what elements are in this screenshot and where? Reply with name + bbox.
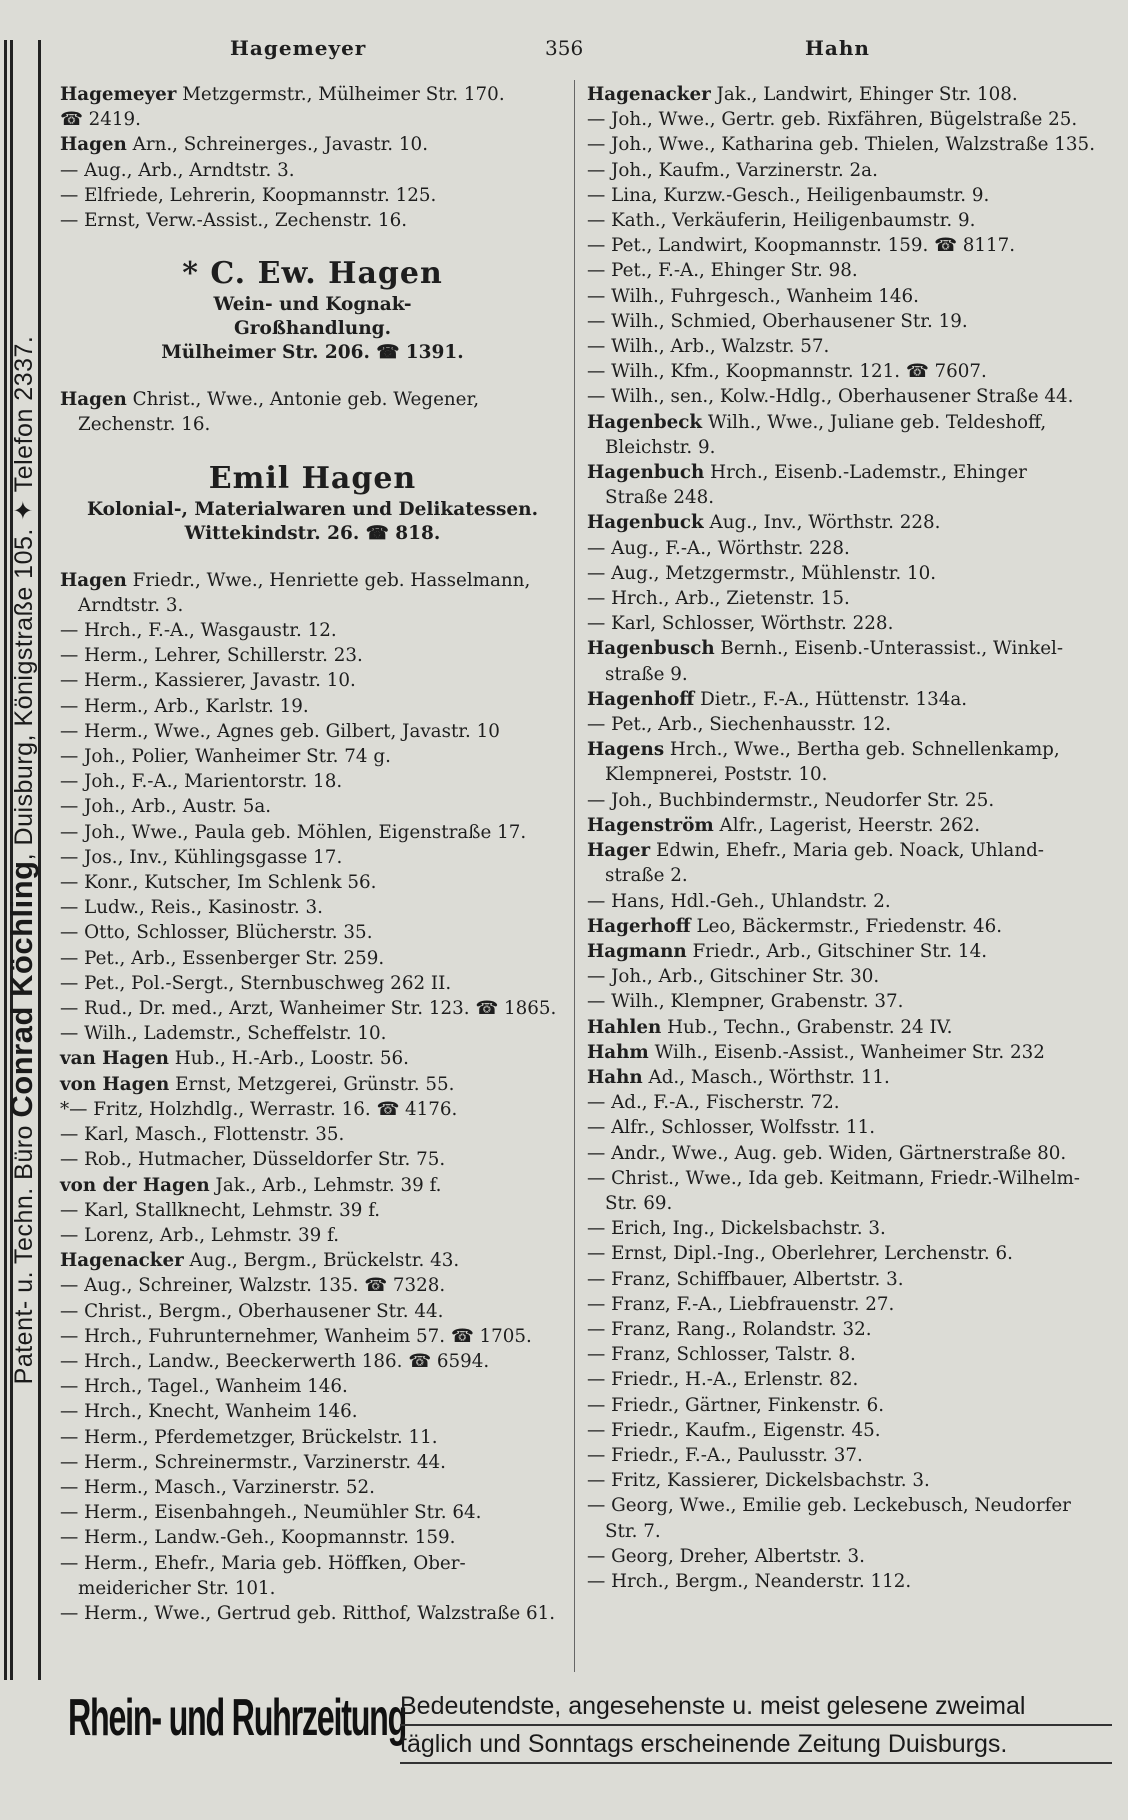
entry-surname: Hagenacker — [60, 1250, 184, 1272]
side-ad-prefix: Patent- u. Techn. Büro — [10, 1117, 38, 1385]
entry-surname: Hagen — [60, 389, 127, 411]
entry-details: — Friedr., F.-A., Paulusstr. 37. — [587, 1444, 863, 1466]
entry-details: *— Fritz, Holzhdlg., Werrastr. 16. ☎ 4176. — [60, 1098, 458, 1120]
directory-entry — [60, 769, 565, 794]
ad-emil-hagen — [60, 460, 565, 546]
entry-details: — Herm., Eisenbahngeh., Neumühler Str. 64. — [60, 1502, 482, 1524]
directory-entry — [60, 794, 565, 819]
directory-entry — [587, 1367, 1095, 1392]
directory-entry — [60, 1601, 565, 1626]
entry-details: — Joh., Arb., Austr. 5a. — [60, 796, 272, 818]
directory-entry — [60, 158, 565, 183]
entry-details: Dietr., F.-A., Hüttenstr. 134a. — [694, 688, 968, 710]
entry-details: — Andr., Wwe., Aug. geb. Widen, Gärtnerstraße 80. — [587, 1142, 1067, 1164]
directory-entry — [587, 1569, 1095, 1594]
directory-entry — [587, 284, 1095, 309]
entry-details: — Herm., Ehefr., Maria geb. Höffken, Obermeidericher Str. 101. — [60, 1552, 466, 1599]
entry-details: — Aug., Arb., Arndtstr. 3. — [60, 159, 295, 181]
entry-details: — Herm., Schreinermstr., Varzinerstr. 44. — [60, 1451, 446, 1473]
footer-slogan-line: Bedeutendste, angesehenste u. meist gelesene zweimal — [400, 1688, 1112, 1726]
directory-entry — [60, 183, 565, 208]
entry-details: Jak., Landwirt, Ehinger Str. 108. — [710, 84, 1018, 105]
entry-details: — Georg, Dreher, Albertstr. 3. — [587, 1545, 865, 1567]
entry-details: Ad., Masch., Wörthstr. 11. — [642, 1066, 890, 1088]
directory-entry — [587, 1090, 1095, 1115]
directory-entry — [60, 870, 565, 895]
entry-details: — Elfriede, Lehrerin, Koopmannstr. 125. — [60, 184, 437, 206]
directory-entry — [60, 895, 565, 920]
directory-entry — [587, 1443, 1095, 1468]
entry-details: — Franz, Schlosser, Talstr. 8. — [587, 1344, 856, 1366]
entry-details: — Kath., Verkäuferin, Heiligenbaumstr. 9. — [587, 210, 976, 232]
directory-entry — [587, 636, 1095, 686]
directory-entry — [60, 1072, 565, 1097]
entry-details: — Friedr., H.-A., Erlenstr. 82. — [587, 1369, 859, 1391]
entry-surname: Hahm — [587, 1041, 649, 1063]
directory-entry — [60, 1551, 565, 1601]
directory-entry — [587, 1241, 1095, 1266]
directory-entry — [587, 132, 1095, 157]
entry-details: — Christ., Bergm., Oberhausener Str. 44. — [60, 1300, 444, 1322]
entry-details: — Hrch., Knecht, Wanheim 146. — [60, 1401, 358, 1423]
entry-details: — Georg, Wwe., Emilie geb. Leckebusch, Neudorfer Str. 7. — [587, 1495, 1071, 1542]
entry-details: — Friedr., Kaufm., Eigenstr. 45. — [587, 1419, 881, 1441]
entry-details: — Jos., Inv., Kühlingsgasse 17. — [60, 846, 343, 868]
footer-advertisement — [62, 1688, 1112, 1788]
entry-details: — Erich, Ing., Dickelsbachstr. 3. — [587, 1218, 886, 1240]
entry-surname: Hagenbeck — [587, 411, 703, 433]
entry-details: — Hrch., Fuhrunternehmer, Wanheim 57. ☎ 1705. — [60, 1325, 532, 1347]
ad-hagen-wine-line: Großhandlung. — [233, 318, 392, 340]
ad-hagen-wine-line: Wein- und Kognak- — [213, 294, 412, 316]
entry-details: Hub., H.-Arb., Loostr. 56. — [168, 1048, 409, 1070]
directory-entry — [60, 1198, 565, 1223]
directory-entry — [60, 719, 565, 744]
directory-entry — [60, 845, 565, 870]
entry-details: — Pet., Arb., Siechenhausstr. 12. — [587, 714, 892, 736]
entry-surname: Hagen — [60, 134, 127, 156]
entry-surname: Hagenhoff — [587, 688, 695, 710]
entry-details: — Karl, Stallknecht, Lehmstr. 39 f. — [60, 1199, 381, 1221]
directory-entry — [587, 737, 1095, 787]
directory-entry — [587, 1292, 1095, 1317]
directory-entry — [60, 643, 565, 668]
entry-surname: Hagenbuch — [587, 462, 705, 484]
directory-entry — [587, 309, 1095, 334]
directory-entry — [587, 1393, 1095, 1418]
entry-surname: Hagenacker — [587, 84, 711, 105]
entry-surname: Hagenström — [587, 814, 714, 836]
entry-surname: von Hagen — [60, 1073, 170, 1095]
directory-entry — [587, 964, 1095, 989]
directory-entry — [60, 1425, 565, 1450]
directory-entry — [60, 996, 565, 1021]
entry-details: Aug., Inv., Wörthstr. 228. — [703, 512, 941, 534]
directory-entry — [587, 1040, 1095, 1065]
ad-hagen-wine — [60, 255, 565, 365]
entry-details: Arn., Schreinerges., Javastr. 10. — [126, 134, 429, 156]
entry-details: — Hrch., Landw., Beeckerwerth 186. ☎ 6594. — [60, 1350, 490, 1372]
entry-details: — Joh., Arb., Gitschiner Str. 30. — [587, 966, 880, 988]
entry-surname: Hagmann — [587, 940, 687, 962]
directory-entry — [587, 712, 1095, 737]
directory-entry — [60, 1475, 565, 1500]
directory-entry — [587, 233, 1095, 258]
entry-surname: von der Hagen — [60, 1174, 210, 1196]
directory-entry — [60, 387, 565, 437]
entry-details: ☎ 2419. — [60, 109, 141, 131]
side-ad-text — [4, 336, 40, 1385]
entry-details: — Hrch., F.-A., Wasgaustr. 12. — [60, 620, 337, 642]
directory-entry — [60, 1500, 565, 1525]
directory-entry — [60, 1349, 565, 1374]
directory-entry — [587, 183, 1095, 208]
directory-entry — [587, 1065, 1095, 1090]
directory-entry — [587, 939, 1095, 964]
entry-details: — Hrch., Arb., Zietenstr. 15. — [587, 588, 850, 610]
directory-entry — [60, 1450, 565, 1475]
directory-entry — [587, 460, 1095, 510]
entry-details: — Lorenz, Arb., Lehmstr. 39 f. — [60, 1224, 340, 1246]
entry-details: — Wilh., Klempner, Grabenstr. 37. — [587, 991, 904, 1013]
directory-entry — [60, 920, 565, 945]
directory-entry — [587, 1267, 1095, 1292]
directory-entry — [587, 510, 1095, 535]
entry-details: — Wilh., Schmied, Oberhausener Str. 19. — [587, 310, 968, 332]
entry-surname: Hagen — [60, 569, 127, 591]
entry-details: — Herm., Pferdemetzger, Brückelstr. 11. — [60, 1426, 438, 1448]
entry-details: — Wilh., Kfm., Koopmannstr. 121. ☎ 7607. — [587, 361, 987, 383]
ad-emil-hagen-address: Wittekindstr. 26. ☎ 818. — [184, 522, 441, 544]
directory-entry — [587, 1418, 1095, 1443]
entry-details: — Konr., Kutscher, Im Schlenk 56. — [60, 872, 377, 894]
entry-surname: Hagenbuck — [587, 512, 704, 534]
entry-details: — Herm., Kassierer, Javastr. 10. — [60, 670, 356, 692]
entry-details: — Wilh., Arb., Walzstr. 57. — [587, 336, 830, 358]
entry-details: — Christ., Wwe., Ida geb. Keitmann, Friedr.-Wilhelm-Str. 69. — [587, 1167, 1080, 1214]
header-left-keyword: Hagemeyer — [230, 36, 367, 60]
directory-entry — [587, 1342, 1095, 1367]
entry-details: — Joh., Kaufm., Varzinerstr. 2a. — [587, 159, 878, 181]
entry-details: — Franz, Rang., Rolandstr. 32. — [587, 1318, 872, 1340]
entry-details: — Joh., Wwe., Katharina geb. Thielen, Walzstraße 135. — [587, 134, 1096, 156]
entry-surname: Hager — [587, 840, 651, 862]
entry-details: — Lina, Kurzw.-Gesch., Heiligenbaumstr. 9. — [587, 184, 990, 206]
entry-details: — Herm., Landw.-Geh., Koopmannstr. 159. — [60, 1527, 456, 1549]
directory-entry — [587, 1468, 1095, 1493]
directory-entry — [60, 694, 565, 719]
directory-entry — [60, 1374, 565, 1399]
entry-details: Hrch., Eisenb.-Lademstr., Ehinger Straße 248. — [605, 462, 1027, 509]
directory-entry — [587, 1015, 1095, 1040]
entry-surname: Hahn — [587, 1066, 643, 1088]
directory-entry — [60, 1273, 565, 1298]
directory-entry — [60, 568, 565, 618]
directory-entry — [587, 334, 1095, 359]
entry-details: — Ernst, Dipl.-Ing., Oberlehrer, Lerchenstr. 6. — [587, 1243, 1013, 1265]
directory-entry — [60, 1324, 565, 1349]
directory-entry — [587, 384, 1095, 409]
entry-details: — Ad., F.-A., Fischerstr. 72. — [587, 1092, 840, 1114]
entry-details: — Franz, Schiffbauer, Albertstr. 3. — [587, 1268, 904, 1290]
entry-details: — Joh., Polier, Wanheimer Str. 74 g. — [60, 746, 391, 768]
side-ad-brand: Conrad Köchling — [4, 860, 39, 1118]
entry-details: Edwin, Ehefr., Maria geb. Noack, Uhlandstraße 2. — [605, 840, 1044, 887]
entry-details: — Alfr., Schlosser, Wolfsstr. 11. — [587, 1117, 876, 1139]
directory-entry — [60, 946, 565, 971]
directory-entry — [587, 82, 1095, 107]
entry-details: Friedr., Arb., Gitschiner Str. 14. — [686, 940, 988, 962]
entry-details: — Pet., Pol.-Sergt., Sternbuschweg 262 II. — [60, 972, 452, 994]
directory-entry — [60, 820, 565, 845]
entry-details: — Aug., Metzgermstr., Mühlenstr. 10. — [587, 562, 937, 584]
directory-entry — [60, 744, 565, 769]
directory-entry — [587, 1544, 1095, 1569]
directory-entry — [587, 838, 1095, 888]
directory-entry — [587, 208, 1095, 233]
entry-details: Ernst, Metzgerei, Grünstr. 55. — [169, 1073, 455, 1095]
directory-entry — [60, 1021, 565, 1046]
entry-surname: Hagemeyer — [60, 84, 177, 105]
directory-entry — [587, 611, 1095, 636]
directory-entry — [587, 1141, 1095, 1166]
ad-hagen-wine-address: Mülheimer Str. 206. ☎ 1391. — [161, 342, 464, 364]
right-column — [587, 82, 1095, 1594]
header-right-keyword: Hahn — [805, 36, 870, 60]
directory-entry — [60, 1147, 565, 1172]
entry-surname: Hagerhoff — [587, 915, 691, 937]
directory-entry — [587, 410, 1095, 460]
entry-details: — Fritz, Kassierer, Dickelsbachstr. 3. — [587, 1470, 930, 1492]
directory-entry — [60, 132, 565, 157]
directory-entry — [587, 359, 1095, 384]
directory-entry — [60, 1399, 565, 1424]
entry-details: Bernh., Eisenb.-Unterassist., Winkelstraße 9. — [605, 638, 1064, 685]
entry-details: — Hrch., Tagel., Wanheim 146. — [60, 1376, 348, 1398]
entry-details: Christ., Wwe., Antonie geb. Wegener, Zechenstr. 16. — [78, 389, 480, 436]
entry-details: — Wilh., Lademstr., Scheffelstr. 10. — [60, 1023, 387, 1045]
directory-entry — [60, 1223, 565, 1248]
directory-entry — [60, 971, 565, 996]
entry-details: Hrch., Wwe., Bertha geb. Schnellenkamp, Klempnerei, Poststr. 10. — [605, 739, 1060, 786]
entry-details: — Friedr., Gärtner, Finkenstr. 6. — [587, 1394, 885, 1416]
entry-details: Friedr., Wwe., Henriette geb. Hasselmann, Arndtstr. 3. — [78, 569, 531, 616]
directory-entry — [60, 1248, 565, 1273]
entry-details: — Wilh., Fuhrgesch., Wanheim 146. — [587, 285, 919, 307]
entry-details: — Joh., Wwe., Paula geb. Möhlen, Eigenstraße 17. — [60, 821, 527, 843]
directory-entry — [587, 586, 1095, 611]
directory-entry — [587, 889, 1095, 914]
entry-details: — Herm., Arb., Karlstr. 19. — [60, 695, 309, 717]
footer-newspaper-name: Rhein- und Ruhrzeitung — [68, 1689, 407, 1747]
directory-entry — [587, 107, 1095, 132]
entry-details: Leo, Bäckermstr., Friedenstr. 46. — [690, 915, 1003, 937]
footer-slogan-line: täglich und Sonntags erscheinende Zeitung Duisburgs. — [400, 1726, 1112, 1764]
entry-details: — Rob., Hutmacher, Düsseldorfer Str. 75. — [60, 1149, 446, 1171]
directory-entry — [60, 1173, 565, 1198]
entry-surname: Hagens — [587, 739, 665, 761]
footer-slogan — [400, 1688, 1112, 1764]
entry-details: — Joh., Buchbindermstr., Neudorfer Str. 25. — [587, 789, 995, 811]
entry-surname: Hahlen — [587, 1016, 662, 1038]
directory-entry — [587, 561, 1095, 586]
directory-entry — [587, 258, 1095, 283]
directory-entry — [587, 1317, 1095, 1342]
entry-details: — Joh., Wwe., Gertr. geb. Rixfähren, Bügelstraße 25. — [587, 109, 1078, 131]
entry-details: — Hrch., Bergm., Neanderstr. 112. — [587, 1570, 912, 1592]
entry-details: — Pet., Landwirt, Koopmannstr. 159. ☎ 8117. — [587, 235, 1016, 257]
column-divider — [574, 80, 575, 1672]
directory-entry — [60, 668, 565, 693]
ad-emil-hagen-title: Emil Hagen — [208, 460, 417, 496]
left-column — [60, 82, 565, 1626]
entry-details: Metzgermstr., Mülheimer Str. 170. — [176, 84, 505, 105]
directory-entry — [587, 158, 1095, 183]
entry-details: — Pet., Arb., Essenberger Str. 259. — [60, 947, 385, 969]
entry-details: — Herm., Wwe., Gertrud geb. Ritthof, Walzstraße 61. — [60, 1602, 556, 1624]
entry-details: — Aug., Schreiner, Walzstr. 135. ☎ 7328. — [60, 1275, 446, 1297]
directory-entry — [60, 208, 565, 233]
page-number: 356 — [545, 36, 584, 60]
directory-entry — [60, 82, 565, 107]
directory-entry — [60, 1097, 565, 1122]
entry-details: — Rud., Dr. med., Arzt, Wanheimer Str. 123. ☎ 1865. — [60, 998, 557, 1020]
directory-entry — [587, 813, 1095, 838]
entry-details: Hub., Techn., Grabenstr. 24 IV. — [661, 1016, 953, 1038]
directory-entry — [587, 1115, 1095, 1140]
directory-entry — [60, 1122, 565, 1147]
ad-emil-hagen-line: Kolonial-, Materialwaren und Delikatessen. — [86, 498, 539, 520]
entry-details: — Herm., Wwe., Agnes geb. Gilbert, Javastr. 10 — [60, 720, 500, 742]
side-advertisement — [0, 40, 44, 1680]
entry-details: — Ludw., Reis., Kasinostr. 3. — [60, 897, 323, 919]
entry-details: — Herm., Masch., Varzinerstr. 52. — [60, 1476, 375, 1498]
directory-entry — [587, 914, 1095, 939]
directory-entry — [60, 1525, 565, 1550]
entry-surname: van Hagen — [60, 1048, 169, 1070]
entry-details: — Franz, F.-A., Liebfrauenstr. 27. — [587, 1293, 895, 1315]
page-header — [60, 32, 1110, 64]
entry-details: Alfr., Lagerist, Heerstr. 262. — [713, 814, 981, 836]
entry-details: — Otto, Schlosser, Blücherstr. 35. — [60, 922, 373, 944]
entry-details: — Herm., Lehrer, Schillerstr. 23. — [60, 645, 363, 667]
entry-details: — Joh., F.-A., Marientorstr. 18. — [60, 771, 343, 793]
directory-entry — [587, 1493, 1095, 1543]
directory-entry — [60, 1299, 565, 1324]
entry-details: Aug., Bergm., Brückelstr. 43. — [183, 1250, 460, 1272]
entry-details: — Wilh., sen., Kolw.-Hdlg., Oberhausener Straße 44. — [587, 386, 1074, 408]
entry-details: — Karl, Masch., Flottenstr. 35. — [60, 1124, 345, 1146]
directory-entry — [60, 618, 565, 643]
side-ad-suffix: , Duisburg, Königstraße 105. ✦ Telefon 2337. — [10, 335, 38, 861]
entry-details: Jak., Arb., Lehmstr. 39 f. — [209, 1174, 442, 1196]
directory-entry — [587, 687, 1095, 712]
directory-entry — [587, 788, 1095, 813]
directory-entry — [587, 989, 1095, 1014]
entry-details: Wilh., Wwe., Juliane geb. Teldeshoff, Bleichstr. 9. — [605, 411, 1047, 458]
ad-hagen-wine-title: * C. Ew. Hagen — [182, 256, 443, 292]
entry-details: — Karl, Schlosser, Wörthstr. 228. — [587, 613, 894, 635]
entry-details: Wilh., Eisenb.-Assist., Wanheimer Str. 232 — [648, 1041, 1045, 1063]
directory-entry — [587, 1166, 1095, 1216]
directory-entry — [587, 1216, 1095, 1241]
entry-surname: Hagenbusch — [587, 638, 715, 660]
directory-entry — [587, 536, 1095, 561]
entry-details: — Ernst, Verw.-Assist., Zechenstr. 16. — [60, 210, 408, 232]
entry-details: — Pet., F.-A., Ehinger Str. 98. — [587, 260, 858, 282]
entry-details: — Aug., F.-A., Wörthstr. 228. — [587, 537, 850, 559]
directory-entry — [60, 107, 565, 132]
entry-details: — Hans, Hdl.-Geh., Uhlandstr. 2. — [587, 890, 891, 912]
directory-entry — [60, 1046, 565, 1071]
